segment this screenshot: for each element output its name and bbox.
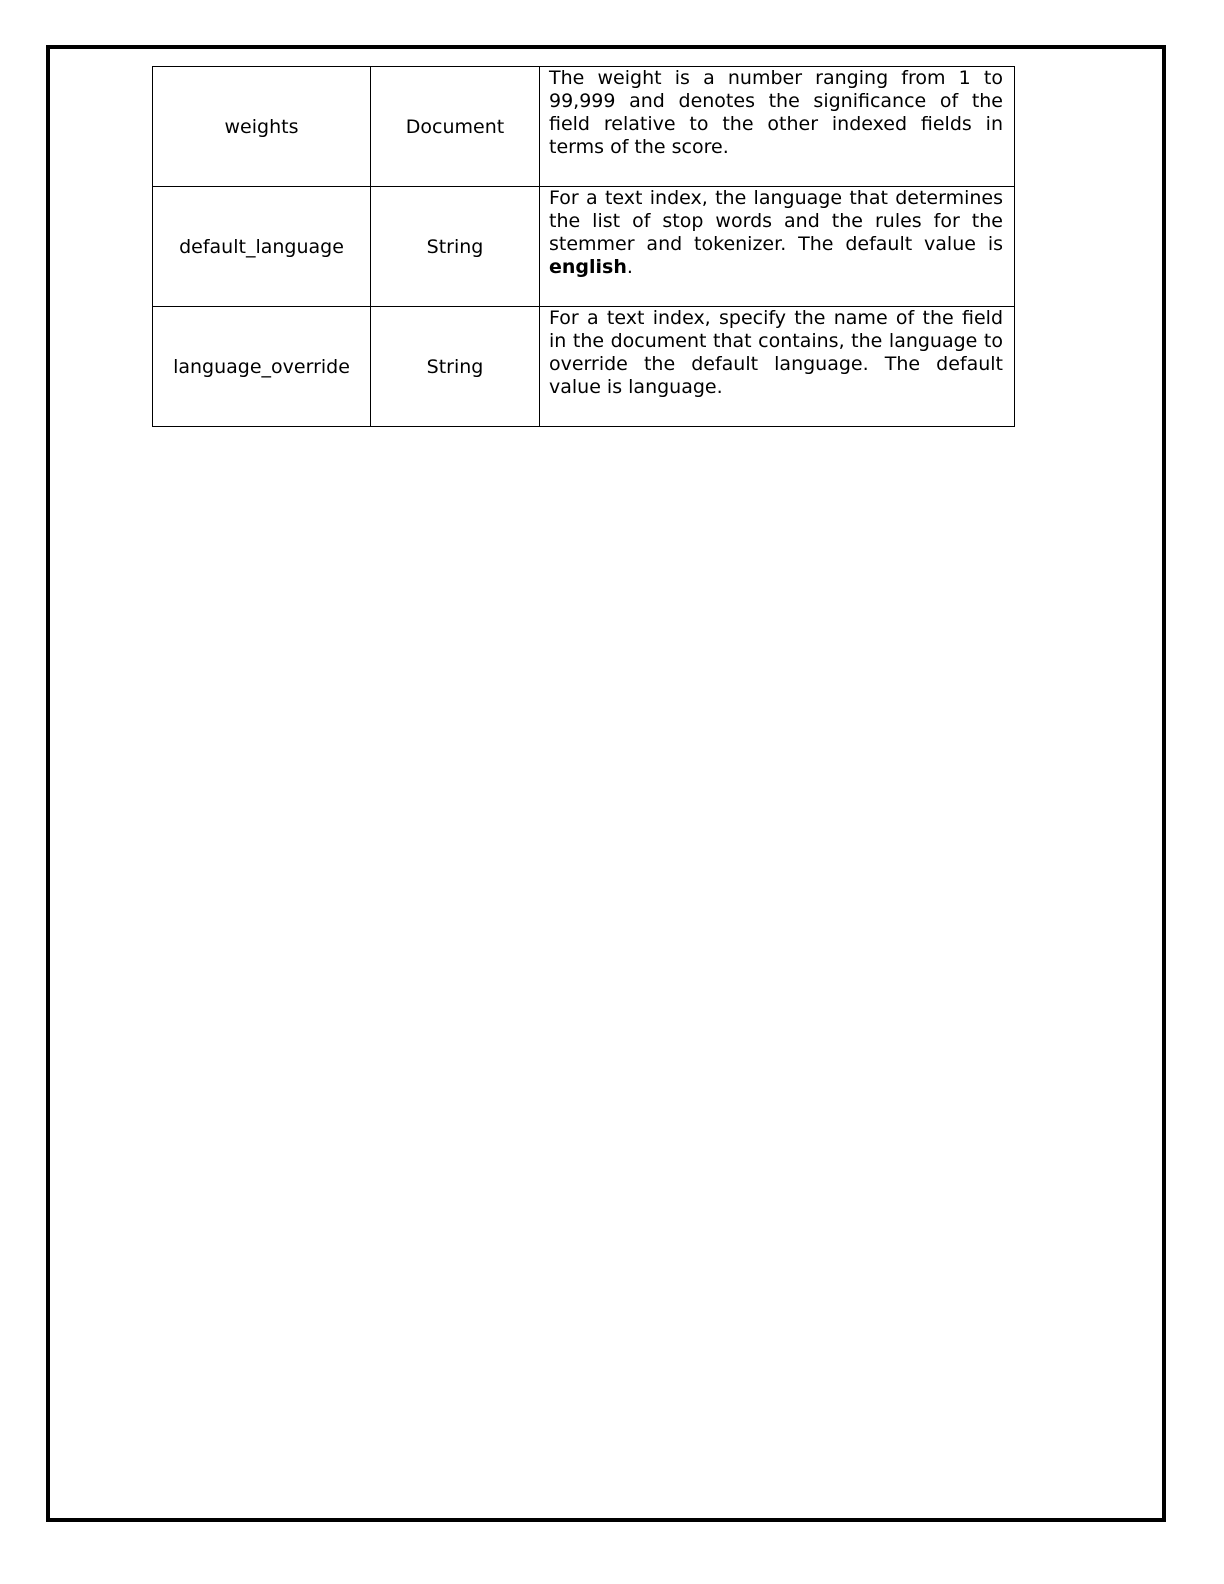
description-suffix: . [626,256,633,278]
parameter-description [540,67,1015,187]
description-text: For a text index, specify the name of the field in the document that contains, the language to override the default language. The default value is language. [549,307,1003,398]
table-row [153,187,1015,307]
table-row [153,307,1015,427]
parameter-type: String [371,307,540,427]
parameter-name: weights [153,67,371,187]
table-row [153,67,1015,187]
parameter-name: default_language [153,187,371,307]
parameter-type: String [371,187,540,307]
parameter-type: Document [371,67,540,187]
default-value-text: english [549,256,627,278]
parameter-name: language_override [153,307,371,427]
description-text: For a text index, the language that determines the list of stop words and the rules for the stemmer and tokenizer. The default value is [549,187,1003,255]
parameter-description [540,187,1015,307]
description-text: The weight is a number ranging from 1 to 99,999 and denotes the significance of the field relative to the other indexed fields in terms of the score. [549,67,1003,158]
parameter-description [540,307,1015,427]
parameters-table [152,66,1015,427]
